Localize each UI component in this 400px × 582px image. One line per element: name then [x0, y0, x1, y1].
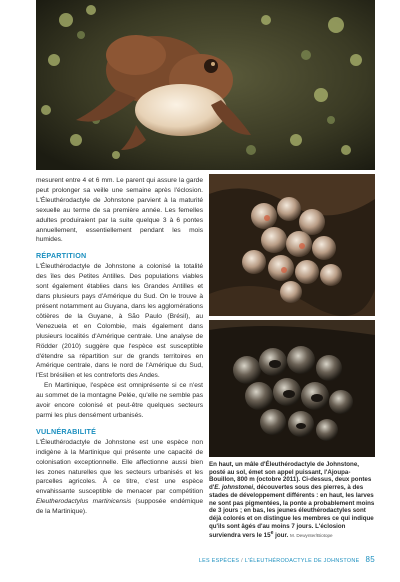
- footer-section: LES ESPÈCES: [198, 558, 240, 564]
- paragraph-vulnerabilite: [36, 438, 203, 517]
- caption-species: E. johnstonei: [214, 484, 254, 492]
- page-footer: [199, 555, 375, 564]
- eggs-photo-upper: [209, 174, 375, 316]
- vulnerabilite-text-start: L'Éleuthérodactyle de Johnstone est une espèce non indigène à la Martinique qui présente une capacité de colonisation exceptionnelle. Elle affectionne aussi bien les zones naturelles que les secteurs urbanisés et les parcelles agricoles. À ce titre, c'est une espèce envahissante susceptible de menacer par compétition: [36, 438, 203, 496]
- paragraph-repartition: L'Éleuthérodactyle de Johnstone a colonisé la totalité des îles des Petites Antilles. Des populations viables sont également établies dans les Grandes Antilles et dans plusieurs pays d'Amérique du Sud. On le trouve à présent notamment au Guyana, dans les agglomérations côtières de la Guyane, à São Paulo (Brésil), au Venezuela et en Colombie, mais également dans plusieurs localités d'Amérique centrale. Une analyse de Rödder (2010) suggère que l'espèce est susceptible d'étendre sa répartition sur de grands territoires en Amérique centrale, dans le nord de l'Amérique du Sud, l'Est brésilien et les contreforts des Andes.: [36, 263, 203, 380]
- species-name: Eleutherodactylus martinicensis: [36, 498, 132, 506]
- eggs-photo-lower: [209, 320, 375, 457]
- paragraph-martinique: En Martinique, l'espèce est omniprésente si ce n'est au sommet de la montagne Pelée, qu'elle ne semble pas avoir encore colonisé et peut-être quelques secteurs parmi les plus densément urbanisés.: [36, 382, 203, 419]
- text-column: [36, 176, 203, 517]
- page-number: 85: [365, 555, 375, 564]
- caption-part1: En haut, un mâle d'Éleuthérodactyle de Johnstone, posté au sol, émet son appel puissant, l'Ajoupa-Bouillon, 800 m (octobre 2011). Ci-dessus, deux pontes d': [209, 461, 372, 492]
- footer-separator: /: [239, 558, 245, 564]
- photo-credit: M. Dewynter/Biotope: [289, 533, 333, 539]
- paragraph-intro: mesurent entre 4 et 6 mm. Le parent qui assure la garde peut prolonger sa veille une semaine après l'éclosion. L'Éleuthérodactyle de Johnstone parvient à la maturité sexuelle au terme de sa première année. Les femelles adultes produiraient par la suite quelque 3 à 6 pontes annuellement, essentiellement pendant les mois humides.: [36, 177, 203, 244]
- caption-part2: , découvertes sous des pierres, à des stades de développement différents : en haut, les larves ne sont pas pigmentées, la ponte a probablement moins de 3 jours ; en bas, les jeunes éleuthérodactyles sont déjà colorés et on distingue les membres ce qui indique qu'ils sont âgés d'au moins 7 jours. L'éclosion surviendra vers le 15: [209, 484, 375, 540]
- caption-part3: jour.: [273, 532, 290, 540]
- caption-superscript: e: [270, 530, 274, 537]
- heading-repartition: RÉPARTITION: [36, 251, 87, 261]
- heading-vulnerabilite: VULNÉRABILITÉ: [36, 426, 97, 436]
- photo-caption: [209, 461, 375, 540]
- footer-chapter: L'ÉLEUTHÉRODACTYLE DE JOHNSTONE: [244, 558, 360, 564]
- frog-photo: [36, 0, 375, 170]
- vulnerabilite-text-end: (supposée endémique de la Martinique).: [36, 498, 203, 516]
